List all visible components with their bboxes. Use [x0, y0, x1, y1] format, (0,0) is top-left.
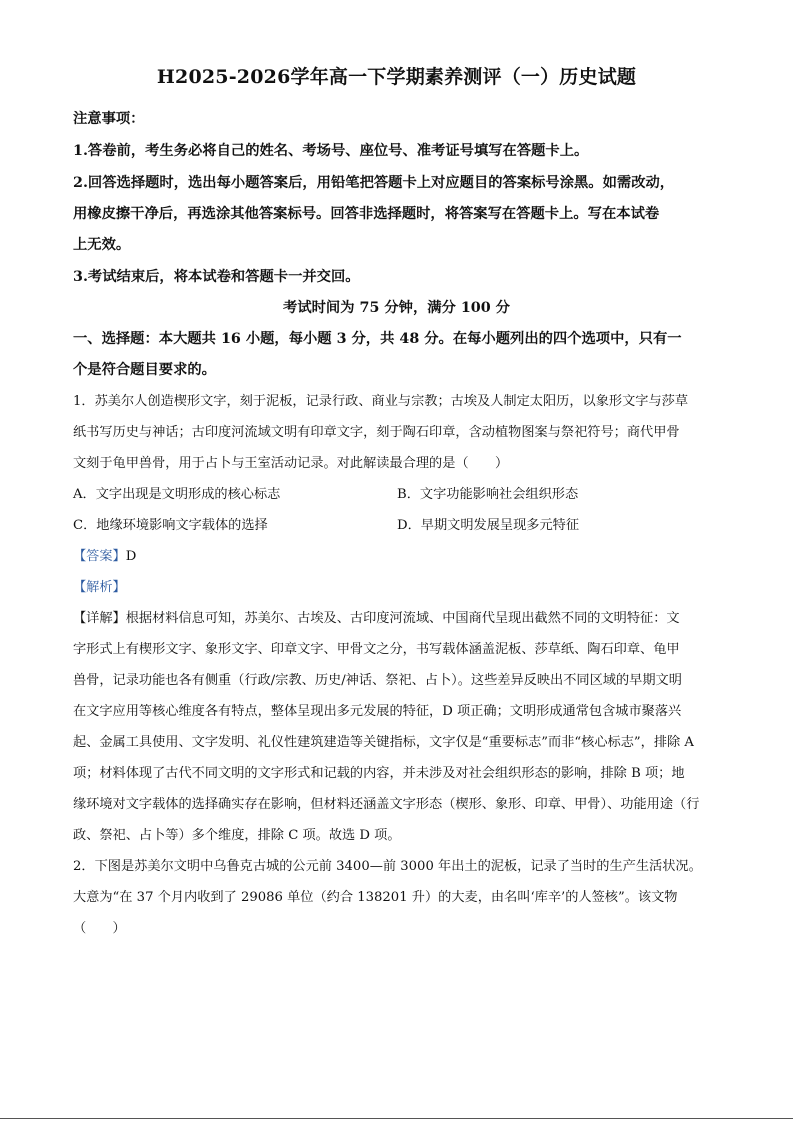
q1-option-c: C．地缘环境影响文字载体的选择 [73, 518, 268, 533]
q1-detail-line-8: 政、祭祀、占卜等）多个维度，排除 C 项。故选 D 项。 [73, 828, 401, 843]
answer-value: D [125, 549, 137, 564]
notice-item-1: 1.答卷前，考生务必将自己的姓名、考场号、座位号、准考证号填写在答题卡上。 [73, 143, 589, 159]
detail-label: 【详解】 [73, 611, 126, 626]
q1-option-a: A．文字出现是文明形成的核心标志 [73, 487, 281, 502]
section-1-line-2: 个是符合题目要求的。 [73, 362, 216, 378]
q1-detail-line-5: 起、金属工具使用、文字发明、礼仪性建筑建造等关键指标，文字仅是“重要标志”而非“核心标志”，排除 A [73, 735, 694, 750]
notice-item-2-line-1: 2.回答选择题时，选出每小题答案后，用铅笔把答题卡上对应题目的答案标号涂黑。如需改动， [73, 175, 675, 191]
q1-detail-line-1 [73, 607, 680, 626]
q1-detail-line-2: 字形式上有楔形文字、象形文字、印章文字、甲骨文之分，书写载体涵盖泥板、莎草纸、陶石印章、龟甲 [73, 642, 680, 657]
section-1-line-1: 一、选择题：本大题共 16 小题，每小题 3 分，共 48 分。在每小题列出的四个选项中，只有一 [73, 331, 682, 347]
q1-detail-line-6: 项；材料体现了古代不同文明的文字形式和记载的内容，并未涉及对社会组织形态的影响，排除 B 项；地 [73, 766, 685, 781]
q1-stem-line-2: 纸书写历史与神话；古印度河流域文明有印章文字，刻于陶石印章，含动植物图案与祭祀符号；商代甲骨 [73, 425, 680, 440]
q1-detail-line-7: 缘环境对文字载体的选择确实存在影响，但材料还涵盖文字形态（楔形、象形、印章、甲骨）、功能用途（行 [73, 797, 700, 812]
detail-text: 根据材料信息可知，苏美尔、古埃及、古印度河流域、中国商代呈现出截然不同的文明特征：文 [125, 611, 680, 626]
q1-answer [73, 545, 136, 564]
q1-option-b: B．文字功能影响社会组织形态 [397, 487, 579, 502]
q2-stem-line-1: 2．下图是苏美尔文明中乌鲁克古城的公元前 3400—前 3000 年出土的泥板，记录了当时的生产生活状况。 [73, 859, 702, 874]
exam-info: 考试时间为 75 分钟，满分 100 分 [283, 300, 510, 316]
q2-stem-line-3: （ ） [73, 921, 126, 936]
notice-item-2-line-3: 上无效。 [73, 237, 131, 253]
q1-detail-line-4: 在文字应用等核心维度各有特点，整体呈现出多元发展的特征，D 项正确；文明形成通常包含城市聚落兴 [73, 704, 682, 719]
q2-stem-line-2: 大意为“在 37 个月内收到了 29086 单位（约合 138201 升）的大麦，由名叫‘库辛’的人签核”。该文物 [73, 890, 678, 905]
notice-item-3: 3.考试结束后，将本试卷和答题卡一并交回。 [73, 269, 360, 285]
page-bottom-rule [0, 1118, 793, 1119]
q1-stem-line-3: 文刻于龟甲兽骨，用于占卜与王室活动记录。对此解读最合理的是（ ） [73, 456, 509, 471]
answer-label: 【答案】 [73, 549, 126, 564]
q1-stem-line-1: 1．苏美尔人创造楔形文字，刻于泥板，记录行政、商业与宗教；古埃及人制定太阳历，以象形文字与莎草 [73, 394, 689, 409]
q1-detail-line-3: 兽骨，记录功能也各有侧重（行政/宗教、历史/神话、祭祀、占卜）。这些差异反映出不同区域的早期文明 [73, 673, 682, 688]
notice-heading: 注意事项： [73, 111, 145, 127]
notice-item-2-line-2: 用橡皮擦干净后，再选涂其他答案标号。回答非选择题时，将答案写在答题卡上。写在本试卷 [73, 206, 660, 222]
page-title: H2025-2026学年高一下学期素养测评（一）历史试题 [156, 66, 637, 88]
q1-option-d: D．早期文明发展呈现多元特征 [397, 518, 580, 533]
q1-analysis-label: 【解析】 [73, 580, 126, 595]
